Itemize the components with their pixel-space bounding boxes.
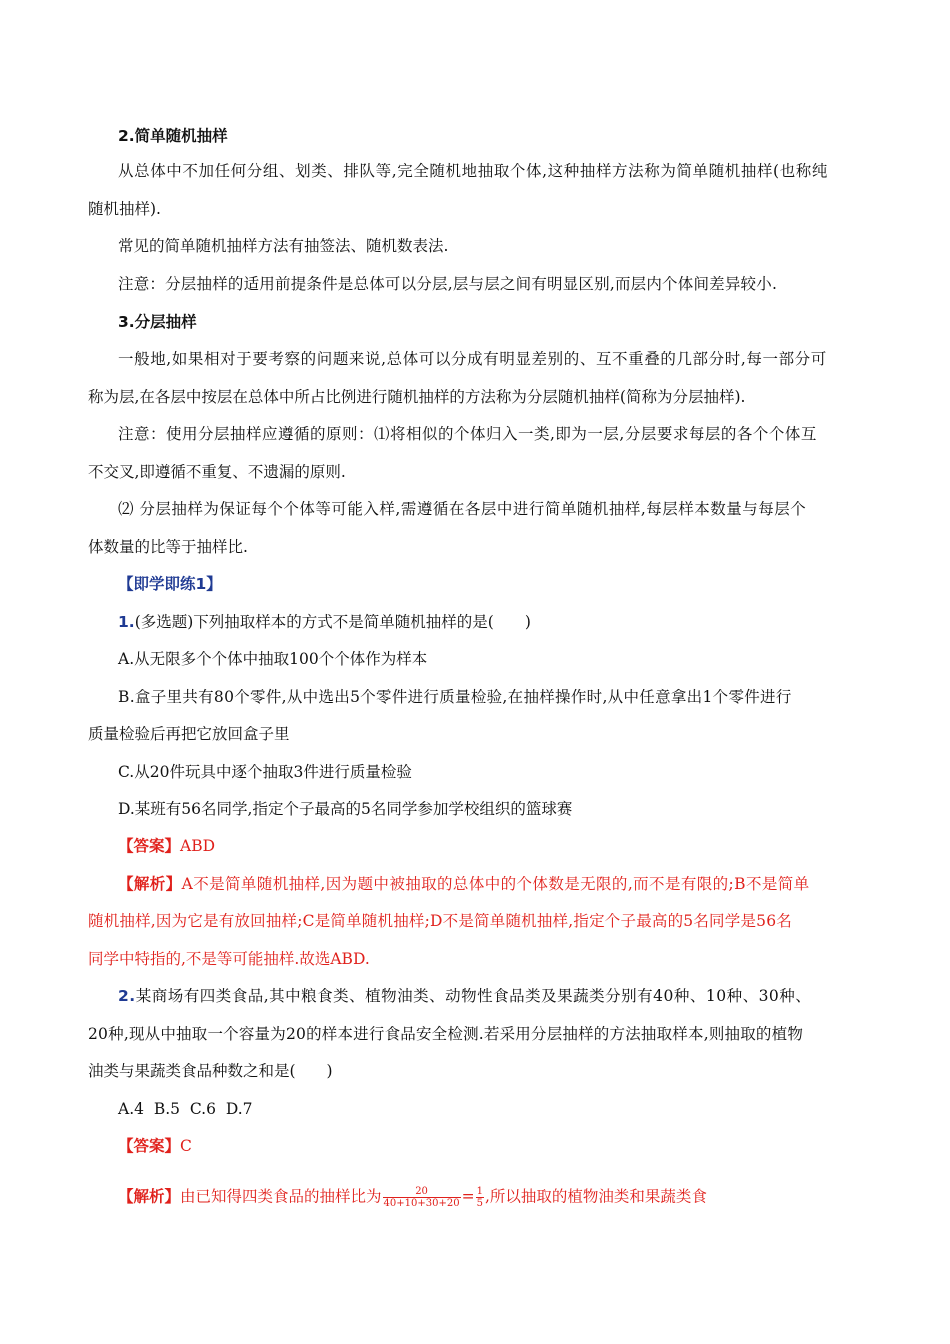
answer-tag: 【答案】: [118, 1137, 181, 1155]
answer-value: C: [180, 1137, 192, 1155]
section-heading-simple-random-sampling: 2.简单随机抽样: [118, 127, 228, 145]
analysis-text: ,所以抽取的植物油类和果蔬类食: [484, 1187, 707, 1206]
analysis-tag: 【解析】: [118, 875, 182, 893]
equals-sign: =: [461, 1187, 475, 1206]
analysis-line: 随机抽样,因为它是有放回抽样;C是简单随机抽样;D不是简单随机抽样,指定个子最高的5名同学是56名: [88, 912, 792, 930]
fraction-denominator: 40+10+30+20: [383, 1198, 460, 1209]
section-heading-stratified-sampling: 3.分层抽样: [118, 313, 197, 331]
paragraph-line: 常见的简单随机抽样方法有抽签法、随机数表法.: [118, 237, 449, 255]
paragraph-line: 称为层,在各层中按层在总体中所占比例进行随机抽样的方法称为分层随机抽样(简称为分层抽样).: [88, 388, 746, 406]
answer-line: [118, 836, 215, 856]
analysis-text: A不是简单随机抽样,因为题中被抽取的总体中的个体数是无限的,而不是有限的;B不是简单: [181, 875, 810, 893]
fraction-denominator: 5: [476, 1198, 483, 1209]
analysis-tag: 【解析】: [118, 1187, 181, 1206]
question-stem-line: 油类与果蔬类食品种数之和是( ): [88, 1062, 333, 1080]
question-stem-line: 20种,现从中抽取一个容量为20的样本进行食品安全检测.若采用分层抽样的方法抽取样本,则抽取的植物: [88, 1025, 804, 1043]
paragraph-line: 从总体中不加任何分组、划类、排队等,完全随机地抽取个体,这种抽样方法称为简单随机抽样(也称纯: [118, 162, 829, 180]
answer-line: [118, 1136, 192, 1156]
option-b-continued: 质量检验后再把它放回盒子里: [88, 725, 290, 743]
practice-heading: 【即学即练1】: [118, 575, 222, 593]
option-c: C.从20件玩具中逐个抽取3件进行质量检验: [118, 763, 412, 781]
fraction-numerator: 1: [476, 1186, 483, 1197]
analysis-line: [118, 874, 810, 894]
question-stem: (多选题)下列抽取样本的方式不是简单随机抽样的是( ): [134, 613, 531, 631]
fraction-numerator: 20: [415, 1186, 428, 1197]
answer-tag: 【答案】: [118, 837, 181, 855]
note-line: 不交叉,即遵循不重复、不遗漏的原则.: [88, 463, 346, 481]
analysis-text: 由已知得四类食品的抽样比为: [180, 1187, 382, 1206]
question-1: [118, 612, 531, 632]
paragraph-line: 一般地,如果相对于要考察的问题来说,总体可以分成有明显差别的、互不重叠的几部分时,每一部分可: [118, 350, 827, 368]
question-number: 2.: [118, 987, 136, 1005]
paragraph-line: 随机抽样).: [88, 200, 161, 218]
options-line: A.4 B.5 C.6 D.7: [118, 1100, 253, 1118]
note-line: 体数量的比等于抽样比.: [88, 538, 248, 556]
fraction-result: [476, 1186, 484, 1209]
question-2: [118, 986, 811, 1006]
option-a: A.从无限多个个体中抽取100个个体作为样本: [118, 650, 428, 668]
question-stem: 某商场有四类食品,其中粮食类、植物油类、动物性食品类及果蔬类分别有40种、10种、30种、: [135, 987, 812, 1005]
analysis-line: [118, 1186, 707, 1209]
analysis-line: 同学中特指的,不是等可能抽样.故选ABD.: [88, 950, 370, 968]
note-line: ⑵ 分层抽样为保证每个个体等可能入样,需遵循在各层中进行简单随机抽样,每层样本数量与每层个: [118, 500, 807, 518]
question-number: 1.: [118, 613, 135, 631]
option-d: D.某班有56名同学,指定个子最高的5名同学参加学校组织的篮球赛: [118, 800, 573, 818]
answer-value: ABD: [180, 837, 216, 855]
note-line: 注意：分层抽样的适用前提条件是总体可以分层,层与层之间有明显区别,而层内个体间差异较小.: [118, 275, 778, 293]
fraction-sampling-ratio: [383, 1186, 461, 1209]
note-line: 注意：使用分层抽样应遵循的原则：⑴将相似的个体归入一类,即为一层,分层要求每层的各个个体互: [118, 425, 817, 443]
option-b: B.盒子里共有80个零件,从中选出5个零件进行质量检验,在抽样操作时,从中任意拿出1个零件进行: [118, 688, 792, 706]
